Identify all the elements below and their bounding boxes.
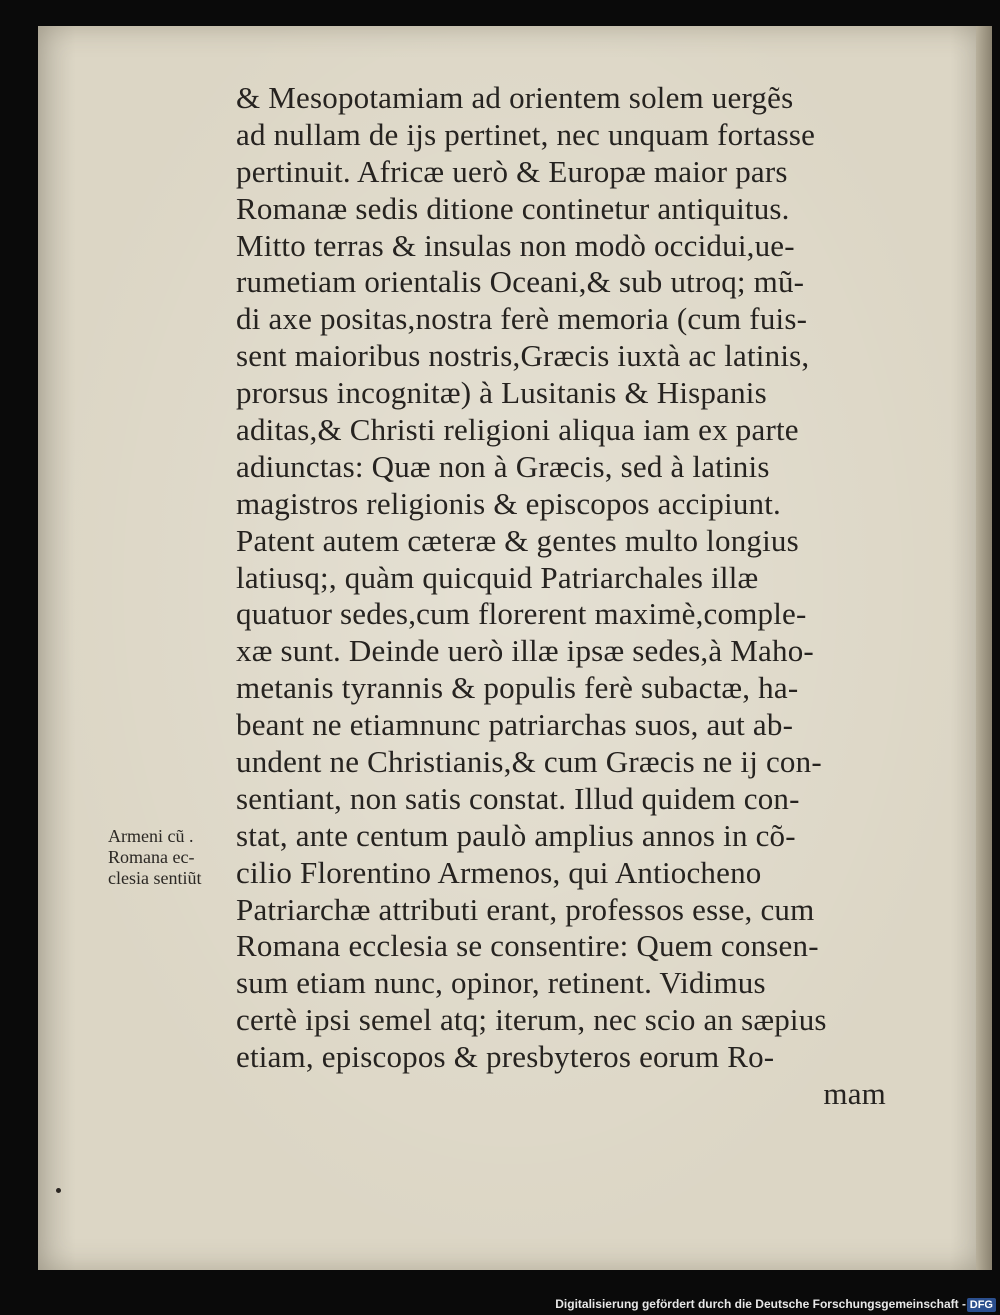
text-line: certè ipsi semel atq; iterum, nec scio an sæpius bbox=[236, 1002, 827, 1038]
text-line: prorsus incognitæ) à Lusitanis & Hispanis bbox=[236, 375, 767, 411]
page-gutter bbox=[976, 26, 992, 1270]
text-line: xæ sunt. Deinde uerò illæ ipsæ sedes,à Maho- bbox=[236, 633, 814, 669]
text-line: rumetiam orientalis Oceani,& sub utroq; mũ- bbox=[236, 264, 805, 300]
marginal-note-line: clesia sentiũt bbox=[108, 868, 202, 888]
text-line: magistros religionis & episcopos accipiunt. bbox=[236, 485, 781, 521]
footer-bar bbox=[0, 1293, 1000, 1315]
ink-dot bbox=[56, 1188, 61, 1193]
text-line: & Mesopotamiam ad orientem solem uergẽs bbox=[236, 80, 794, 115]
marginal-note bbox=[108, 826, 201, 889]
marginal-note-line: Armeni cũ . bbox=[108, 826, 194, 846]
text-line: pertinuit. Africæ uerò & Europæ maior pars bbox=[236, 153, 788, 189]
text-line: Patent autem cæteræ & gentes multo longius bbox=[236, 522, 799, 558]
dfg-logo: DFG bbox=[967, 1298, 996, 1312]
text-line: di axe positas,nostra ferè memoria (cum fuis- bbox=[236, 301, 808, 337]
text-line: latiusq;, quàm quicquid Patriarchales illæ bbox=[236, 559, 759, 595]
marginal-note-line: Romana ec- bbox=[108, 847, 195, 867]
text-line: quatuor sedes,cum florerent maximè,comple- bbox=[236, 596, 807, 632]
catchword: mam bbox=[823, 1076, 886, 1112]
text-line: ad nullam de ijs pertinet, nec unquam fortasse bbox=[236, 116, 816, 152]
text-line: cilio Florentino Armenos, qui Antiocheno bbox=[236, 854, 762, 890]
text-line: sent maioribus nostris,Græcis iuxtà ac latinis, bbox=[236, 338, 810, 374]
text-line: Romana ecclesia se consentire: Quem consen- bbox=[236, 928, 819, 964]
text-line: metanis tyrannis & populis ferè subactæ, ha- bbox=[236, 670, 799, 706]
main-text-block bbox=[236, 80, 886, 1113]
text-line: sum etiam nunc, opinor, retinent. Vidimus bbox=[236, 965, 766, 1001]
text-line: undent ne Christianis,& cum Græcis ne ij con- bbox=[236, 744, 822, 780]
footer-credit: Digitalisierung gefördert durch die Deutsche Forschungsgemeinschaft - bbox=[555, 1297, 966, 1311]
text-line: stat, ante centum paulò amplius annos in cõ- bbox=[236, 817, 796, 853]
text-line: Mitto terras & insulas non modò occidui,ue- bbox=[236, 227, 795, 263]
text-line: adiunctas: Quæ non à Græcis, sed à latinis bbox=[236, 448, 770, 484]
text-line: Romanæ sedis ditione continetur antiquitus. bbox=[236, 190, 790, 226]
text-line: beant ne etiamnunc patriarchas suos, aut ab- bbox=[236, 707, 794, 743]
text-line: etiam, episcopos & presbyteros eorum Ro- bbox=[236, 1039, 775, 1075]
text-line: aditas,& Christi religioni aliqua iam ex parte bbox=[236, 412, 799, 448]
text-line: sentiant, non satis constat. Illud quidem con- bbox=[236, 780, 800, 816]
text-line: Patriarchæ attributi erant, professos esse, cum bbox=[236, 891, 815, 927]
